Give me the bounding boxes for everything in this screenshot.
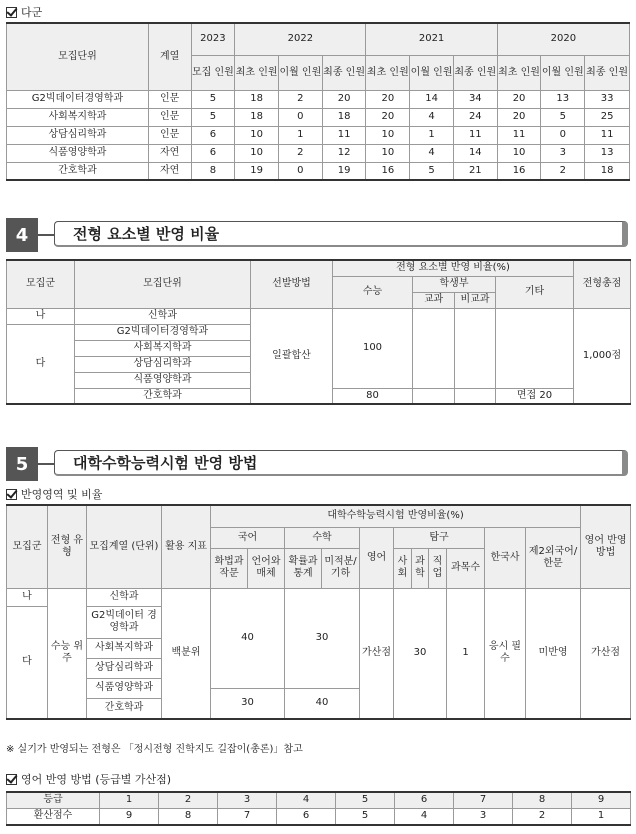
subject-cell [413,308,455,388]
col-inqcount: 과목수 [447,548,485,588]
score-cell: 2 [513,808,572,825]
value-cell: 20 [497,108,541,126]
col-engmethod: 영어 반영 방법 [581,505,631,588]
value-cell: 5 [410,162,454,180]
table-row [7,144,630,162]
col-history: 한국사 [485,527,526,588]
value-cell: 10 [497,144,541,162]
value-cell: 5 [191,108,235,126]
value-cell: 11 [453,126,497,144]
value-cell: 1 [410,126,454,144]
field-cell: 인문 [148,90,191,108]
value-cell: 1 [278,126,322,144]
col-unit: 모집단위 [75,260,251,308]
value-cell: 14 [453,144,497,162]
unit-cell: 사회복지학과 [7,108,149,126]
group-da: 다 [7,324,75,404]
col-subject: 교과 [413,292,455,308]
value-cell: 19 [322,162,366,180]
col-unit: 모집단위 [7,23,149,90]
col-type: 전형 유형 [48,505,87,588]
col-inquiry: 탐구 [394,527,485,548]
col-kor2: 언어와 매체 [248,548,285,588]
value-cell: 11 [585,126,630,144]
col-recruit: 모집 인원 [191,55,235,90]
group-da: 다 [7,606,48,719]
col-math1: 확률과 통계 [285,548,322,588]
score-cell: 1 [572,808,631,825]
unit-cell: 간호학과 [87,698,162,719]
value-cell: 16 [366,162,410,180]
grade-cell: 3 [218,792,277,808]
history-cell: 응시 필수 [485,588,526,719]
type-cell: 수능 위주 [48,588,87,719]
value-cell: 2 [278,144,322,162]
field-cell: 인문 [148,126,191,144]
group-na: 나 [7,588,48,606]
unit-cell: G2빅데이터경영학과 [7,90,149,108]
value-cell: 0 [278,108,322,126]
grade-cell: 2 [159,792,218,808]
unit-cell: 상담심리학과 [87,658,162,678]
section-5-banner [6,447,630,481]
foreign-cell: 미반영 [526,588,581,719]
value-cell: 13 [541,90,585,108]
unit-cell: 간호학과 [75,388,251,404]
table-row [7,126,630,144]
math-main: 30 [285,588,360,688]
value-cell: 10 [235,126,279,144]
value-cell: 3 [541,144,585,162]
index-cell: 백분위 [162,588,211,719]
value-cell: 18 [235,90,279,108]
table-row [7,162,630,180]
unit-cell: 상담심리학과 [7,126,149,144]
value-cell: 20 [366,108,410,126]
checkbox-icon [6,489,17,500]
grade-cell: 9 [572,792,631,808]
field-cell: 인문 [148,108,191,126]
inquiry-cell: 30 [394,588,447,719]
field-cell: 자연 [148,144,191,162]
score-cell: 9 [100,808,159,825]
section-label-areas: 반영영역 및 비율 [6,486,102,502]
section-title: 전형 요소별 반영 비율 [54,221,628,247]
value-cell: 11 [322,126,366,144]
value-cell: 21 [453,162,497,180]
col-group: 모집군 [7,260,75,308]
unit-cell: 신학과 [87,588,162,606]
col-2021: 2021 [366,23,497,55]
ratio-table [6,259,631,405]
english-grade-table [6,791,631,826]
unit-cell: G2빅데이터 경영학과 [87,606,162,638]
value-cell: 18 [585,162,630,180]
unit-cell: G2빅데이터경영학과 [75,324,251,340]
checkbox-icon [6,7,17,18]
col-english: 영어 [360,527,394,588]
score-cell: 7 [218,808,277,825]
subject-nursing [413,388,455,404]
method-cell: 일괄합산 [251,308,333,404]
kor-main: 40 [211,588,285,688]
value-cell: 18 [235,108,279,126]
col-final: 최종 인원 [585,55,630,90]
section-number: 4 [6,218,38,252]
score-cell: 5 [336,808,395,825]
value-cell: 4 [410,108,454,126]
value-cell: 10 [366,144,410,162]
csat-table [6,504,631,720]
value-cell: 12 [322,144,366,162]
value-cell: 20 [366,90,410,108]
col-2020: 2020 [497,23,629,55]
value-cell: 10 [235,144,279,162]
value-cell: 2 [278,90,322,108]
grade-label: 등급 [7,792,100,808]
nonsubject-cell [455,308,496,388]
etc-cell [496,308,574,388]
col-suneung: 수능 [333,276,413,308]
score-cell: 8 [159,808,218,825]
table-row [7,108,630,126]
col-added: 이월 인원 [541,55,585,90]
value-cell: 0 [278,162,322,180]
math-sub: 40 [285,688,360,719]
value-cell: 24 [453,108,497,126]
checkbox-icon [6,774,17,785]
col-unit: 모집계열 (단위) [87,505,162,588]
value-cell: 6 [191,144,235,162]
value-cell: 5 [191,90,235,108]
value-cell: 18 [322,108,366,126]
value-cell: 11 [497,126,541,144]
footnote: ※ 실기가 반영되는 전형은 「정시전형 진학지도 길잡이(총론)」참고 [6,744,303,755]
inqcount-cell: 1 [447,588,485,719]
value-cell: 5 [541,108,585,126]
value-cell: 2 [541,162,585,180]
total-cell: 1,000점 [574,308,631,404]
value-cell: 13 [585,144,630,162]
value-cell: 25 [585,108,630,126]
section-number: 5 [6,447,38,481]
unit-cell: 간호학과 [7,162,149,180]
unit-cell: 사회복지학과 [87,638,162,658]
grade-cell: 6 [395,792,454,808]
col-etc: 기타 [496,276,574,308]
col-inq2: 과 학 [412,548,429,588]
col-added: 이월 인원 [278,55,322,90]
value-cell: 33 [585,90,630,108]
col-2023: 2023 [191,23,235,55]
value-cell: 4 [410,144,454,162]
col-final: 최종 인원 [322,55,366,90]
etc-nursing: 면접 20 [496,388,574,404]
col-field: 계열 [148,23,191,90]
col-inq3: 직 업 [429,548,447,588]
nonsubject-nursing [455,388,496,404]
unit-cell: 식품영양학과 [7,144,149,162]
col-school: 학생부 [413,276,496,292]
col-ratio: 대학수학능력시험 반영비율(%) [211,505,581,527]
unit-cell: 식품영양학과 [75,372,251,388]
col-added: 이월 인원 [410,55,454,90]
col-method: 선발방법 [251,260,333,308]
value-cell: 0 [541,126,585,144]
suneung-nursing: 80 [333,388,413,404]
banner-connector [38,463,54,465]
value-cell: 19 [235,162,279,180]
score-cell: 6 [277,808,336,825]
score-label: 환산점수 [7,808,100,825]
value-cell: 20 [322,90,366,108]
kor-sub: 30 [211,688,285,719]
col-inq1: 사 회 [394,548,412,588]
value-cell: 34 [453,90,497,108]
value-cell: 20 [497,90,541,108]
col-2022: 2022 [235,23,366,55]
col-first: 최초 인원 [235,55,279,90]
dagun-table [6,22,630,181]
section-label-english: 영어 반영 방법 (등급별 가산점) [6,771,171,787]
value-cell: 16 [497,162,541,180]
group-na: 나 [7,308,75,324]
value-cell: 6 [191,126,235,144]
banner-connector [38,234,54,236]
score-cell: 4 [395,808,454,825]
unit-cell: 사회복지학과 [75,340,251,356]
unit-cell: 신학과 [75,308,251,324]
col-nonsubject: 비교과 [455,292,496,308]
col-first: 최초 인원 [366,55,410,90]
english-cell: 가산점 [360,588,394,719]
col-group: 모집군 [7,505,48,588]
section-4-banner [6,218,630,252]
grade-cell: 5 [336,792,395,808]
engmethod-cell: 가산점 [581,588,631,719]
col-index: 활용 지표 [162,505,211,588]
section-title: 대학수학능력시험 반영 방법 [54,450,628,476]
table-row [7,90,630,108]
grade-cell: 7 [454,792,513,808]
grade-cell: 1 [100,792,159,808]
suneung-cell: 100 [333,308,413,388]
col-math2: 미적분/ 기하 [322,548,360,588]
score-cell: 3 [454,808,513,825]
section-label-dagun: 다군 [6,4,42,20]
col-kor1: 화법과 작문 [211,548,248,588]
grade-cell: 4 [277,792,336,808]
value-cell: 8 [191,162,235,180]
col-foreign: 제2외국어/ 한문 [526,527,581,588]
col-total: 전형총점 [574,260,631,308]
col-korean: 국어 [211,527,285,548]
col-ratio: 전형 요소별 반영 비율(%) [333,260,574,276]
col-math: 수학 [285,527,360,548]
grade-cell: 8 [513,792,572,808]
value-cell: 14 [410,90,454,108]
col-first: 최초 인원 [497,55,541,90]
unit-cell: 상담심리학과 [75,356,251,372]
value-cell: 10 [366,126,410,144]
field-cell: 자연 [148,162,191,180]
col-final: 최종 인원 [453,55,497,90]
unit-cell: 식품영양학과 [87,678,162,698]
